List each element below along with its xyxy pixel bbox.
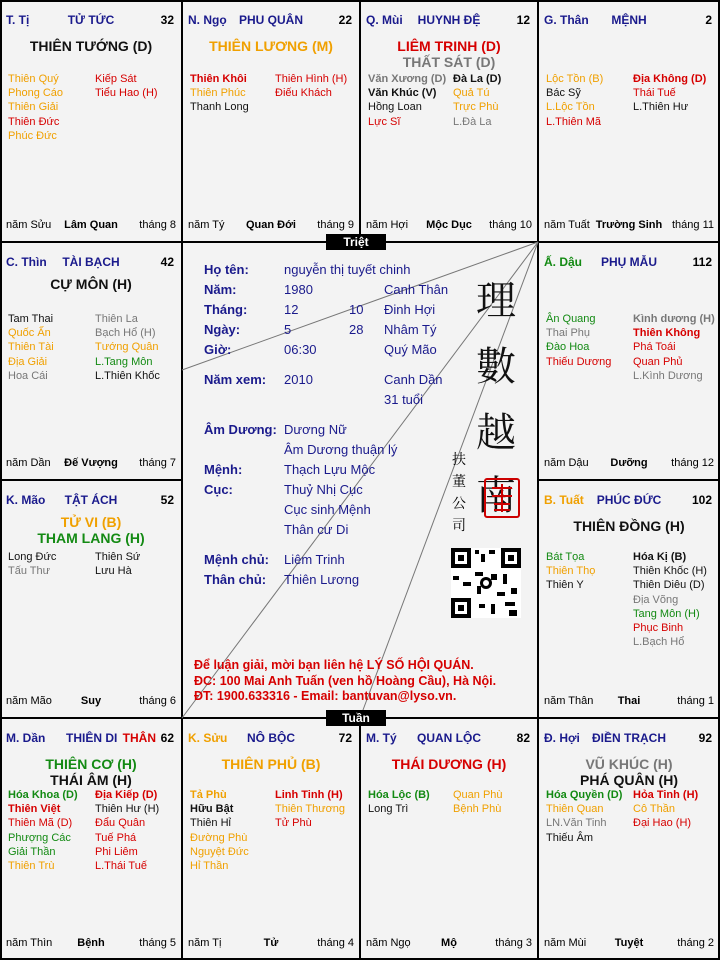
- main-stars: [360, 38, 538, 70]
- minor-star: Thiên Hỉ: [190, 817, 231, 830]
- palace-cell-9[interactable]: [182, 718, 360, 960]
- minor-star: Hỏa Tinh (H): [633, 789, 699, 801]
- minor-star: Phá Toái: [633, 341, 676, 354]
- minor-star: Thiếu Dương: [546, 355, 612, 368]
- palace-footer: [188, 937, 354, 951]
- info-label: Mệnh chủ:: [204, 552, 269, 567]
- palace-number: 72: [338, 731, 352, 745]
- main-star: THIÊN ĐỒNG (H): [573, 518, 685, 534]
- palace-footer: [6, 219, 176, 233]
- minor-star: Phượng Các: [8, 831, 71, 844]
- palace-year: năm Ngọ: [366, 937, 411, 949]
- info-value: 1980: [284, 282, 313, 297]
- minor-star: Thiên Diêu (D): [633, 579, 705, 592]
- info-value: Liêm Trinh: [284, 552, 345, 567]
- minor-stars-left: [8, 788, 78, 873]
- minor-star: Hóa Lộc (B): [368, 789, 430, 801]
- palace-cell-6[interactable]: [538, 480, 720, 718]
- main-star: TỬ VI (B): [60, 514, 122, 530]
- palace-name: NÔ BỘC: [247, 731, 295, 745]
- palace-year: năm Thìn: [6, 937, 53, 949]
- minor-star: Thiên Hình (H): [275, 73, 348, 85]
- main-star: CỰ MÔN (H): [50, 276, 132, 292]
- info-value: Âm Dương thuận lý: [284, 442, 398, 457]
- minor-star: LN.Văn Tinh: [546, 817, 607, 830]
- minor-star: Thiên Thọ: [546, 565, 596, 578]
- seal-small-column: [450, 448, 468, 536]
- palace-cell-4[interactable]: [538, 0, 720, 242]
- minor-stars-left: [190, 788, 249, 873]
- main-stars: [538, 756, 720, 788]
- info-value-lunar: 10: [349, 302, 364, 317]
- minor-star: Giải Thần: [8, 845, 56, 858]
- palace-header: [544, 13, 714, 29]
- minor-star: Thiếu Âm: [546, 831, 594, 844]
- palace-footer: [544, 937, 714, 951]
- palace-header: [544, 493, 714, 509]
- minor-stars-right: [275, 788, 345, 831]
- minor-star: Hoa Cái: [8, 369, 48, 382]
- palace-month: tháng 12: [671, 457, 714, 469]
- palace-number: 42: [160, 255, 174, 269]
- main-star: PHÁ QUÂN (H): [580, 772, 678, 788]
- palace-year: năm Dậu: [544, 457, 589, 469]
- minor-star: Địa Không (D): [633, 73, 707, 85]
- minor-star: Quan Phủ: [633, 355, 683, 368]
- main-star: VŨ KHÚC (H): [585, 756, 673, 772]
- palace-stage: Dưỡng: [610, 457, 648, 469]
- palace-month: tháng 6: [139, 695, 176, 707]
- minor-star: Đào Hoa: [546, 341, 590, 354]
- contact-block: [194, 658, 534, 705]
- info-value: Thân cư Di: [284, 522, 349, 537]
- main-star: THÁI DƯƠNG (H): [391, 756, 507, 772]
- minor-stars-left: [8, 72, 63, 143]
- minor-star: Thiên Đức: [8, 115, 60, 128]
- palace-branch: M. Dần: [6, 731, 46, 745]
- palace-number: 62: [160, 731, 174, 745]
- minor-stars-right: [633, 788, 698, 831]
- main-stars: [0, 756, 182, 788]
- palace-branch: Ấ. Dậu: [544, 255, 583, 269]
- main-stars: [0, 276, 182, 292]
- palace-year: năm Tị: [188, 937, 222, 949]
- triet-tag: Triệt: [326, 234, 386, 250]
- minor-star: Văn Xương (D): [368, 73, 447, 85]
- minor-star: Tuế Phá: [95, 831, 137, 844]
- minor-star: L.Kình Dương: [633, 369, 703, 382]
- info-value: nguyễn thị tuyết chinh: [284, 262, 411, 277]
- info-label: Ngày:: [204, 322, 241, 337]
- palace-header: [6, 255, 176, 271]
- palace-year: năm Sửu: [6, 219, 52, 231]
- palace-branch: G. Thân: [544, 13, 589, 27]
- palace-header: [6, 731, 176, 747]
- minor-star: Tả Phù: [190, 789, 227, 801]
- palace-cell-2[interactable]: [182, 0, 360, 242]
- minor-star: Đẩu Quân: [95, 817, 146, 830]
- palace-stage: Đế Vượng: [64, 457, 118, 469]
- palace-footer: [544, 219, 714, 233]
- minor-star: L.Thiên Mã: [546, 115, 602, 128]
- palace-number: 82: [516, 731, 530, 745]
- palace-header: [544, 731, 714, 747]
- contact-line: ĐT: 1900.633316 - Email: bantuvan@lyso.vn.: [194, 689, 457, 703]
- palace-year: năm Hợi: [366, 219, 409, 231]
- minor-star: Thiên Khôi: [190, 73, 247, 85]
- palace-footer: [544, 457, 714, 471]
- than-marker: THÂN: [122, 731, 156, 745]
- main-stars: [182, 38, 360, 54]
- minor-star: Địa Võng: [633, 593, 679, 606]
- minor-star: Phi Liêm: [95, 845, 138, 858]
- minor-star: Thiên La: [95, 313, 138, 325]
- palace-branch: K. Mão: [6, 493, 46, 507]
- palace-year: năm Tuất: [544, 219, 590, 231]
- main-star: THẤT SÁT (D): [402, 54, 496, 70]
- palace-branch: Đ. Hợi: [544, 731, 580, 745]
- seal-char-2: 數: [476, 344, 516, 390]
- palace-name: TÀI BẠCH: [62, 255, 120, 269]
- minor-stars-left: [546, 550, 595, 593]
- palace-stage: Tử: [263, 937, 279, 949]
- palace-header: [366, 731, 532, 747]
- minor-star: Thiên Y: [546, 579, 584, 592]
- palace-name: MỆNH: [611, 13, 647, 27]
- main-stars: [0, 514, 182, 546]
- palace-footer: [366, 937, 532, 951]
- info-value: 12: [284, 302, 299, 317]
- info-label: Năm:: [204, 282, 237, 297]
- info-label: Giờ:: [204, 342, 232, 357]
- minor-star: Thiên Quý: [8, 73, 59, 85]
- minor-stars-left: [546, 312, 611, 369]
- seal-char-1: 理: [476, 278, 516, 324]
- palace-header: [6, 493, 176, 509]
- info-value: 5: [284, 322, 292, 337]
- palace-footer: [6, 937, 176, 951]
- minor-star: Thiên Giải: [8, 101, 59, 114]
- seal-small-3: 公: [452, 495, 466, 511]
- minor-star: Thiên Phúc: [190, 87, 246, 100]
- info-label: Âm Dương:: [204, 422, 277, 437]
- palace-month: tháng 11: [671, 219, 714, 231]
- minor-star: Quả Tú: [453, 87, 490, 100]
- red-stamp-icon: [484, 478, 520, 518]
- minor-star: L.Đà La: [453, 115, 492, 128]
- palace-cell-8[interactable]: [360, 718, 538, 960]
- minor-star: Lực Sĩ: [368, 115, 401, 128]
- minor-star: Thái Tuế: [633, 87, 676, 100]
- palace-branch: C. Thìn: [6, 255, 47, 269]
- minor-star: Thiên Không: [633, 327, 701, 340]
- contact-line: ĐC: 100 Mai Anh Tuấn (ven hồ Hoàng Cầu), Hà Nội.: [194, 673, 497, 688]
- minor-star: Tang Môn (H): [633, 607, 700, 620]
- palace-year: năm Tý: [188, 219, 225, 231]
- palace-footer: [6, 457, 176, 471]
- seal-char-3: 越: [476, 410, 516, 456]
- palace-header: [366, 13, 532, 29]
- minor-star: L.Thiên Hư: [633, 101, 689, 114]
- palace-number: 22: [338, 13, 352, 27]
- palace-year: năm Mùi: [544, 937, 587, 949]
- minor-star: Đà La (D): [453, 73, 502, 85]
- main-star: LIÊM TRINH (D): [397, 38, 501, 54]
- palace-branch: Q. Mùi: [366, 13, 403, 27]
- palace-number: 12: [516, 13, 530, 27]
- palace-cell-12[interactable]: [0, 242, 182, 480]
- palace-stage: Mộ: [441, 937, 457, 949]
- minor-star: Tam Thai: [8, 313, 54, 325]
- palace-number: 112: [692, 255, 712, 269]
- minor-star: Tướng Quân: [95, 341, 159, 354]
- info-value: Thuỷ Nhị Cục: [284, 482, 363, 497]
- minor-stars-right: [95, 788, 159, 873]
- palace-stage: Suy: [80, 695, 102, 707]
- palace-header: [544, 255, 714, 271]
- minor-star: Hóa Kị (B): [633, 551, 687, 563]
- palace-month: tháng 9: [317, 219, 354, 231]
- palace-cell-10[interactable]: [0, 718, 182, 960]
- minor-star: Nguyệt Đức: [190, 845, 249, 858]
- palace-month: tháng 2: [677, 937, 714, 949]
- minor-star: Cô Thần: [633, 803, 675, 816]
- palace-stage: Trường Sinh: [595, 219, 663, 231]
- minor-star: Ân Quang: [546, 313, 596, 325]
- main-star: THIÊN PHỦ (B): [221, 756, 321, 772]
- palace-header: [188, 731, 354, 747]
- palace-stage: Mộc Dục: [426, 219, 472, 231]
- main-stars: [182, 756, 360, 772]
- minor-star: Bát Tọa: [546, 551, 585, 563]
- minor-star: Thiên Quan: [546, 803, 604, 816]
- palace-branch: B. Tuất: [544, 493, 584, 507]
- main-star: THAM LANG (H): [37, 530, 145, 546]
- minor-star: L.Lộc Tồn: [546, 101, 595, 114]
- palace-footer: [188, 219, 354, 233]
- minor-star: Phục Binh: [633, 622, 684, 635]
- minor-star: Văn Khúc (V): [368, 87, 437, 100]
- main-star: THÁI ÂM (H): [50, 772, 132, 788]
- minor-star: Bạch Hổ (H): [95, 327, 156, 340]
- palace-name: TỬ TỨC: [67, 13, 115, 27]
- minor-star: L.Thái Tuế: [95, 860, 147, 873]
- minor-star: Bệnh Phù: [453, 803, 502, 816]
- palace-number: 32: [160, 13, 174, 27]
- seal-small-1: 扶: [452, 451, 466, 467]
- minor-star: Địa Kiếp (D): [95, 789, 158, 801]
- main-stars: [360, 756, 538, 772]
- minor-stars-right: [453, 72, 501, 129]
- minor-star: Địa Giải: [8, 355, 48, 368]
- palace-name: HUYNH ĐỆ: [417, 13, 481, 27]
- palace-branch: M. Tý: [366, 731, 397, 745]
- minor-star: L.Thiên Khốc: [95, 369, 160, 382]
- minor-stars-left: [546, 788, 622, 845]
- palace-number: 92: [698, 731, 712, 745]
- main-stars: [0, 38, 182, 54]
- minor-stars-left: [368, 72, 446, 129]
- minor-star: Hóa Khoa (D): [8, 789, 78, 801]
- minor-stars-right: [633, 312, 715, 383]
- minor-star: Tiểu Hao (H): [95, 87, 158, 100]
- minor-star: L.Bạch Hổ: [633, 636, 685, 649]
- tuan-tag: Tuần: [326, 710, 386, 726]
- palace-number: 52: [160, 493, 174, 507]
- palace-month: tháng 4: [317, 937, 354, 949]
- minor-stars-right: [275, 72, 347, 100]
- minor-star: Trực Phù: [453, 101, 499, 114]
- palace-name: TẬT ÁCH: [64, 493, 118, 507]
- minor-stars-right: [95, 312, 160, 383]
- minor-stars-right: [633, 72, 706, 115]
- palace-number: 2: [705, 13, 712, 27]
- palace-header: [6, 13, 176, 29]
- minor-star: Hóa Quyền (D): [546, 789, 623, 801]
- seal-small-2: 董: [452, 473, 466, 489]
- info-value-canchi: Đinh Hợi: [384, 302, 436, 317]
- minor-star: Thiên Mã (D): [8, 817, 73, 830]
- contact-line: Để luận giải, mời bạn liên hệ LÝ SỐ HỘI QUÁN.: [194, 658, 474, 672]
- info-value-canchi: Canh Dần: [384, 372, 443, 387]
- minor-stars-right: [95, 550, 140, 578]
- minor-stars-right: [95, 72, 158, 100]
- info-value-canchi: Canh Thân: [384, 282, 449, 297]
- palace-name: ĐIỀN TRẠCH: [592, 731, 666, 745]
- palace-month: tháng 7: [139, 457, 176, 469]
- minor-star: Linh Tinh (H): [275, 789, 343, 801]
- minor-star: Thiên Thương: [275, 803, 346, 816]
- palace-header: [188, 13, 354, 29]
- minor-stars-left: [546, 72, 603, 129]
- palace-cell-1[interactable]: [0, 0, 182, 242]
- minor-star: Thiên Hư (H): [95, 803, 160, 816]
- info-value-lunar: 28: [349, 322, 364, 337]
- palace-month: tháng 5: [139, 937, 176, 949]
- minor-star: Thiên Trù: [8, 860, 55, 873]
- info-value: Thạch Lựu Mộc: [284, 462, 376, 477]
- palace-stage: Quan Đới: [246, 219, 296, 231]
- palace-cell-3[interactable]: [360, 0, 538, 242]
- palace-name: PHỤ MẪU: [601, 255, 657, 269]
- palace-cell-7[interactable]: [538, 718, 720, 960]
- minor-star: Đại Hao (H): [633, 817, 692, 830]
- minor-star: Điếu Khách: [275, 87, 332, 100]
- minor-star: Thiên Sứ: [95, 551, 141, 563]
- minor-star: Thiên Tài: [8, 341, 54, 354]
- info-value-canchi: 31 tuổi: [384, 392, 424, 407]
- minor-star: Tấu Thư: [8, 565, 51, 578]
- palace-cell-11[interactable]: [0, 480, 182, 718]
- info-value: Thiên Lương: [284, 572, 360, 587]
- seal-small-4: 司: [452, 517, 466, 533]
- palace-cell-5[interactable]: [538, 242, 720, 480]
- info-label: Mệnh:: [204, 462, 243, 477]
- minor-star: Thanh Long: [190, 101, 249, 114]
- info-value-canchi: Nhâm Tý: [384, 322, 437, 337]
- palace-year: năm Mão: [6, 695, 52, 707]
- main-star: THIÊN LƯƠNG (M): [209, 38, 333, 54]
- palace-month: tháng 8: [139, 219, 176, 231]
- palace-stage: Thai: [617, 695, 641, 707]
- palace-stage: Bệnh: [77, 937, 105, 949]
- minor-star: Quốc Ấn: [8, 327, 51, 340]
- palace-month: tháng 1: [677, 695, 714, 707]
- palace-name: PHU QUÂN: [238, 13, 303, 27]
- minor-star: Long Đức: [8, 551, 57, 563]
- info-value: Dương Nữ: [284, 422, 347, 437]
- info-label: Năm xem:: [204, 372, 267, 387]
- minor-star: Thiên Việt: [8, 803, 61, 816]
- main-star: THIÊN TƯỚNG (D): [29, 38, 153, 54]
- palace-name: THIÊN DI: [66, 731, 118, 745]
- palace-footer: [366, 219, 532, 233]
- qr-code-icon[interactable]: [451, 548, 521, 618]
- minor-star: Phúc Đức: [8, 129, 57, 142]
- minor-star: Phong Cáo: [8, 87, 64, 100]
- palace-name: PHÚC ĐỨC: [596, 493, 662, 507]
- palace-number: 102: [691, 493, 712, 507]
- info-value: Cục sinh Mệnh: [284, 502, 371, 517]
- palace-month: tháng 10: [489, 219, 532, 231]
- minor-star: Thai Phụ: [546, 327, 591, 340]
- palace-month: tháng 3: [495, 937, 532, 949]
- minor-stars-left: [368, 788, 430, 816]
- minor-star: Thiên Khốc (H): [633, 565, 707, 578]
- minor-stars-right: [453, 788, 503, 816]
- minor-star: Kiếp Sát: [95, 73, 137, 85]
- info-label: Tháng:: [204, 302, 248, 317]
- info-value-canchi: Quý Mão: [384, 342, 437, 357]
- minor-star: L.Tang Môn: [95, 355, 153, 368]
- palace-footer: [6, 695, 176, 709]
- info-label: Thân chủ:: [204, 572, 267, 587]
- palace-footer: [544, 695, 714, 709]
- minor-star: Quan Phù: [453, 789, 503, 801]
- minor-star: Hồng Loan: [368, 101, 422, 114]
- minor-stars-left: [190, 72, 249, 115]
- minor-star: Tử Phù: [275, 817, 312, 830]
- minor-star: Hữu Bật: [190, 803, 234, 816]
- palace-stage: Tuyệt: [614, 937, 644, 949]
- palace-branch: T. Tị: [6, 13, 30, 27]
- info-label: Họ tên:: [204, 262, 249, 277]
- minor-star: Kình dương (H): [633, 313, 715, 325]
- minor-star: Long Trì: [368, 803, 409, 816]
- palace-year: năm Dần: [6, 457, 51, 469]
- palace-stage: Lâm Quan: [64, 219, 118, 231]
- minor-star: Lộc Tồn (B): [546, 73, 604, 85]
- palace-year: năm Thân: [544, 695, 594, 707]
- minor-stars-left: [8, 550, 56, 578]
- info-label: Cục:: [204, 482, 233, 497]
- main-star: THIÊN CƠ (H): [45, 756, 137, 772]
- minor-stars-right: [633, 550, 707, 649]
- palace-name: QUAN LỘC: [417, 731, 481, 745]
- minor-star: Hỉ Thần: [190, 860, 229, 873]
- palace-branch: K. Sửu: [188, 731, 228, 745]
- info-value: 06:30: [284, 342, 317, 357]
- minor-star: Lưu Hà: [95, 565, 132, 578]
- seal-char-4: 南: [476, 473, 516, 519]
- minor-star: Đường Phù: [190, 831, 248, 844]
- palace-branch: N. Ngọ: [188, 13, 227, 27]
- minor-stars-left: [8, 312, 54, 383]
- minor-star: Bác Sỹ: [546, 87, 581, 100]
- info-value: 2010: [284, 372, 313, 387]
- main-stars: [538, 518, 720, 534]
